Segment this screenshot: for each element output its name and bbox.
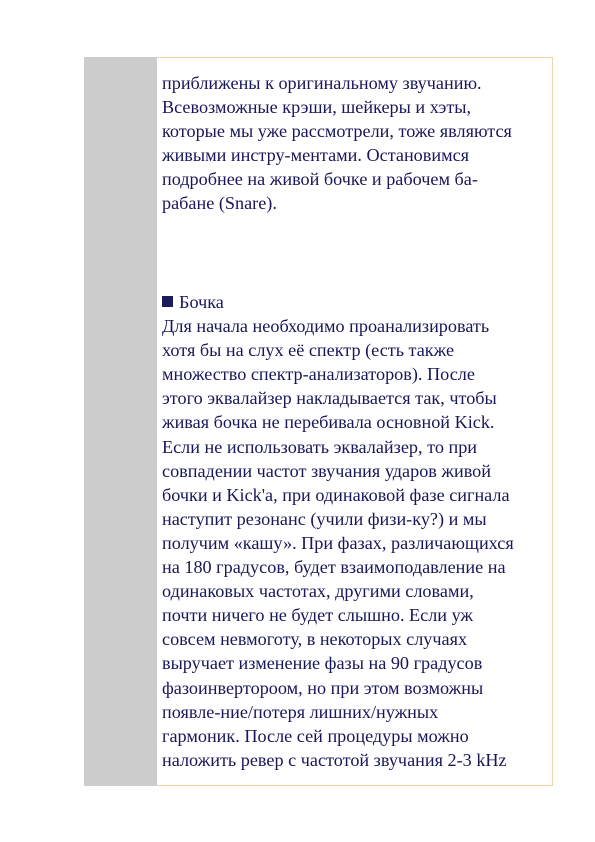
text-line: Для начала необходимо проанализировать: [162, 316, 490, 337]
text-line: фазоинвертороом, но при этом возможны: [162, 677, 484, 698]
section-heading-text: Бочка: [179, 292, 224, 312]
text-line: на 180 градусов, будет взаимоподавление на: [162, 557, 506, 578]
text-line: подробнее на живой бочке и рабочем ба-: [162, 169, 478, 190]
text-line: появле-ние/потеря лишних/нужных: [162, 701, 439, 722]
text-line: одинаковых частотах, другими словами,: [162, 581, 474, 602]
text-line: совсем невмоготу, в некоторых случаях: [162, 629, 468, 650]
text-line: Всевозможные крэши, шейкеры и хэты,: [162, 97, 472, 118]
text-line: получим «кашу». При фазах, различающихся: [162, 532, 514, 553]
text-line: бочки и Kick'а, при одинаковой фазе сигнала: [162, 484, 510, 505]
text-line: приближены к оригинальному звучанию.: [162, 73, 482, 93]
text-line: Если не использовать эквалайзер, то при: [162, 436, 478, 457]
text-line: этого эквалайзер накладывается так, чтобы: [162, 388, 497, 409]
text-line: живая бочка не перебивала основной Kick.: [162, 412, 495, 433]
text-line: наложить ревер с частотой звучания 2-3 kHz: [162, 749, 507, 770]
section-heading: [162, 290, 557, 314]
section-kick-drum: [162, 290, 557, 772]
text-line: множество спектр-анализаторов). После: [162, 364, 475, 385]
text-line: рабане (Snare).: [162, 193, 277, 214]
text-line: совпадении частот звучания ударов живой: [162, 460, 492, 481]
text-line: которые мы уже рассмотрели, тоже являются: [162, 121, 512, 142]
text-line: хотя бы на слух её спектр (есть также: [162, 340, 455, 361]
text-line: выручает изменение фазы на 90 градусов: [162, 653, 483, 674]
text-line: живыми инстру-ментами. Остановимся: [162, 145, 470, 166]
text-line: почти ничего не будет слышно. Если уж: [162, 605, 473, 626]
square-bullet-icon: [162, 296, 173, 307]
intro-paragraph: [162, 71, 557, 216]
left-margin-bar: [84, 57, 157, 786]
text-line: гармоник. После сей процедуры можно: [162, 725, 469, 746]
text-line: наступит резонанс (учили физи-ку?) и мы: [162, 508, 487, 529]
